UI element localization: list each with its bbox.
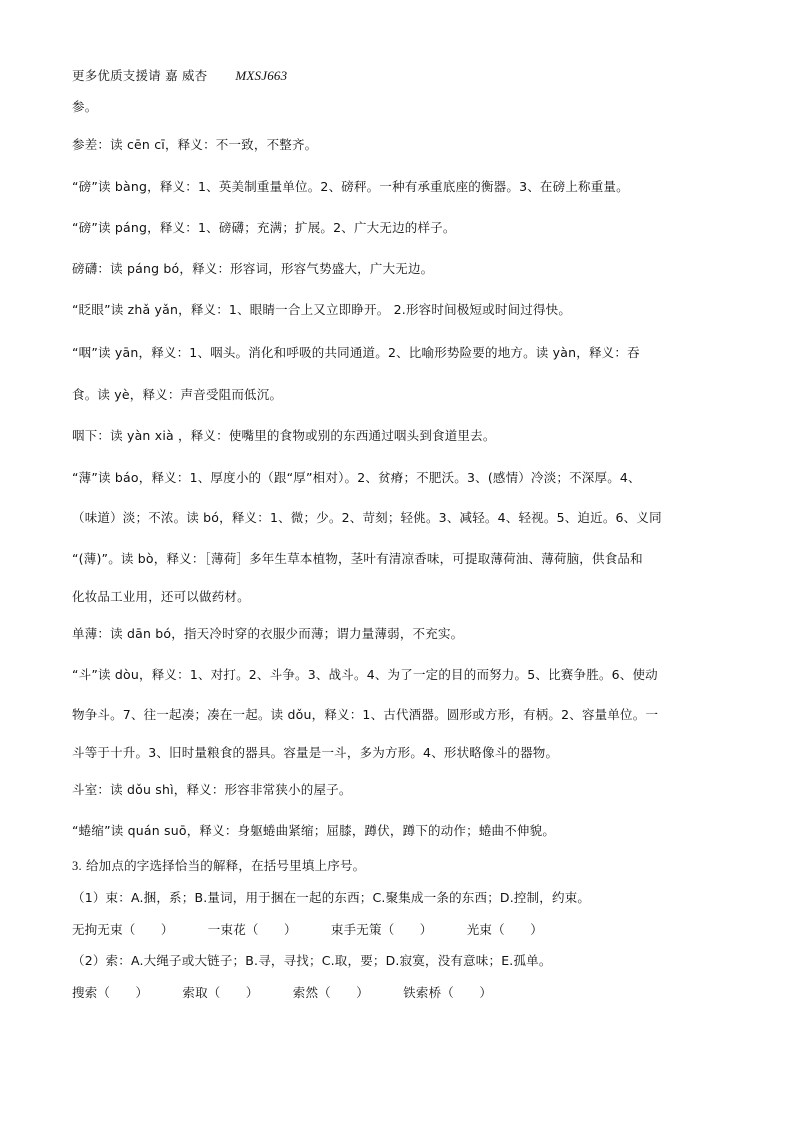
answer-blank[interactable]: 搜索（ ） — [72, 985, 149, 1000]
text-line: “咽”读 yān，释义：1、咽头。消化和呼吸的共同通道。2、比喻形势险要的地方。读 yàn，释义：吞 — [72, 345, 640, 360]
text-line: 单薄：读 dān bó，指天冷时穿的衣服少而薄；谓力量薄弱，不充实。 — [72, 626, 464, 641]
text-line: 斗等于十升。3、旧时量粮食的器具。容量是一斗，多为方形。4、形状略像斗的器物。 — [72, 745, 559, 760]
text-line: 参差：读 cēn cī，释义：不一致，不整齐。 — [72, 137, 318, 152]
text-line: 参。 — [72, 99, 98, 114]
answer-blank[interactable]: 铁索桥（ ） — [403, 985, 493, 1000]
answer-blank[interactable]: 束手无策（ ） — [330, 922, 433, 937]
text-line: 物争斗。7、往一起凑；凑在一起。读 dǒu，释义：1、古代酒器。圆形或方形，有柄。2、容量单位。一 — [72, 707, 659, 722]
text-line: “斗”读 dòu，释义：1、对打。2、斗争。3、战斗。4、为了一定的目的而努力。5、比赛争胜。6、使动 — [72, 667, 658, 682]
question-number: 3. — [72, 859, 82, 873]
text-line: （味道）淡；不浓。读 bó，释义：1、微；少。2、苛刻；轻佻。3、减轻。4、轻视。5、迫近。6、义同 — [72, 510, 662, 525]
answer-blank[interactable]: 一束花（ ） — [207, 922, 297, 937]
answer-blank[interactable]: 索取（ ） — [182, 985, 259, 1000]
part2-definition: （2）索：A.大绳子或大链子；B.寻，寻找；C.取，要；D.寂寞，没有意味；E.孤单。 — [72, 953, 552, 968]
text-line: “薄”读 báo，释义：1、厚度小的（跟“厚”相对）。2、贫瘠；不肥沃。3、(感情）冷淡；不深厚。4、 — [72, 470, 641, 485]
text-line: 斗室：读 dǒu shì，释义：形容非常狭小的屋子。 — [72, 782, 352, 797]
answer-blank[interactable]: 无拘无束（ ） — [72, 922, 174, 937]
text-line: “(薄)”。读 bò，释义：［薄荷］多年生草本植物，茎叶有清凉香味，可提取薄荷油、薄荷脑，供食品和 — [72, 551, 643, 566]
text-line: “磅”读 páng，释义：1、磅礴；充满；扩展。2、广大无边的样子。 — [72, 220, 456, 235]
text-line: “磅”读 bàng，释义：1、英美制重量单位。2、磅秤。一种有承重底座的衡器。3、在磅上称重量。 — [72, 179, 629, 194]
question-heading — [72, 858, 365, 874]
text-line: “眨眼”读 zhǎ yǎn，释义：1、眼睛一合上又立即睁开。 2.形容时间极短或时间过得快。 — [72, 302, 572, 317]
header-text: 更多优质支援请 嘉 威杏 — [72, 68, 208, 83]
text-line: 磅礴：读 páng bó，释义：形容词，形容气势盛大，广大无边。 — [72, 261, 434, 276]
answer-blank[interactable]: 索然（ ） — [292, 985, 369, 1000]
part2-blanks — [72, 985, 522, 1001]
header-line — [72, 68, 287, 84]
header-code: MXSJ663 — [235, 68, 288, 83]
text-line: 食。读 yè，释义：声音受阻而低沉。 — [72, 387, 283, 402]
answer-blank[interactable]: 光束（ ） — [466, 922, 543, 937]
question-prompt: 给加点的字选择恰当的解释，在括号里填上序号。 — [85, 858, 366, 873]
part1-blanks — [72, 922, 573, 938]
part1-definition: （1）束：A.捆，系；B.量词，用于捆在一起的东西；C.聚集成一条的东西；D.控制，约束。 — [72, 890, 591, 905]
text-line: “蜷缩”读 quán suō，释义：身躯蜷曲紧缩；屈膝，蹲伏，蹲下的动作；蜷曲不伸貌。 — [72, 823, 556, 838]
text-line: 咽下：读 yàn xià ，释义：使嘴里的食物或别的东西通过咽头到食道里去。 — [72, 428, 496, 443]
text-line: 化妆品工业用，还可以做药材。 — [72, 589, 250, 604]
